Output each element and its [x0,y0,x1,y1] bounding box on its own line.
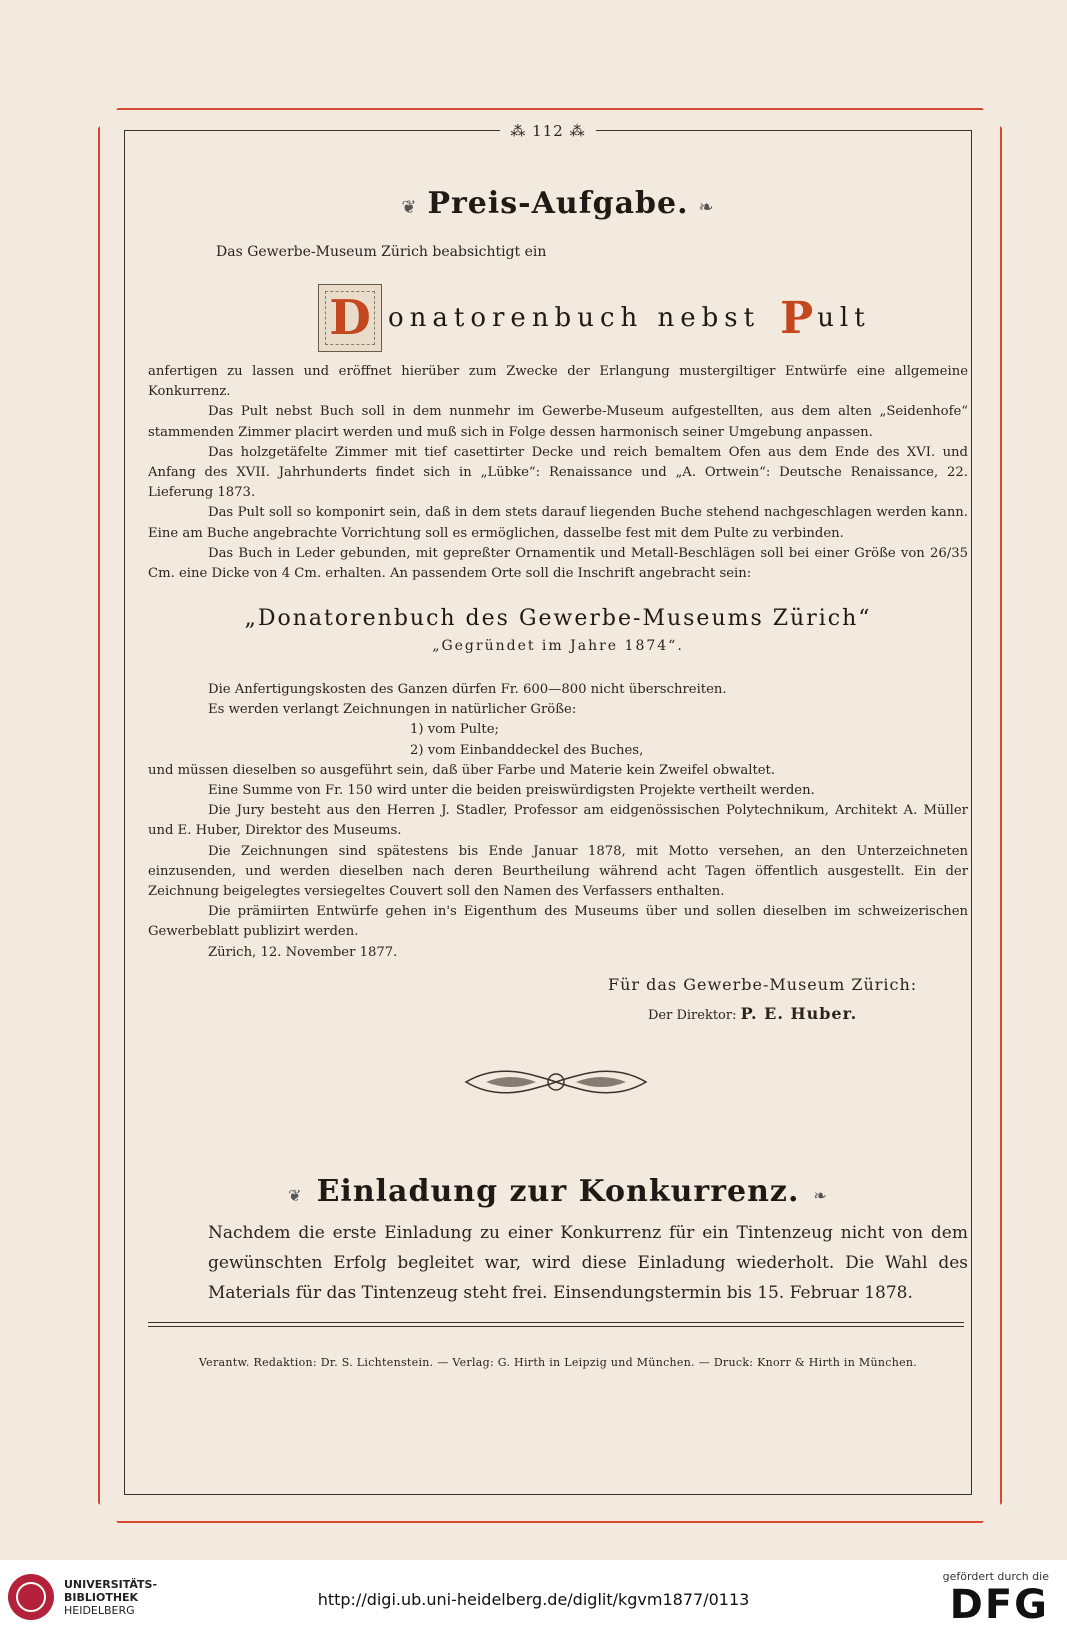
signoff-role: Der Direktor: [648,1008,737,1023]
paragraph: 1) vom Pulte; [410,722,499,738]
inscription-subquote: „Gegründet im Jahre 1874“. [432,638,684,654]
source-url-link[interactable]: http://digi.ub.uni-heidelberg.de/diglit/kgvm1877/0113 [317,1590,750,1609]
headline-p-letter: P [780,292,814,344]
paragraph: Das Pult soll so komponirt sein, daß in dem stets darauf liegenden Buche stehend nachgeschlagen werden kann. Eine am Buche angebrachte Vorrichtung soll es ermöglichen, dasselbe fest mit dem Pulte zu verbinden. [148,505,968,541]
paragraph: Das Buch in Leder gebunden, mit gepreßter Ornamentik und Metall-Beschlägen soll bei einer Größe von 26/35 Cm. eine Dicke von 4 Cm. erhalten. An passendem Orte soll die Inschrift angebracht sein: [148,545,968,582]
body-section-1 [148,362,968,584]
page-number-text: 112 [532,122,564,140]
funded-by-text: gefördert durch die [942,1570,1049,1583]
paragraph: Nachdem die erste Einladung zu einer Konkurrenz für ein Tintenzeug nicht von dem gewünschten Erfolg begleitet war, wird diese Einladung wiederholt. Die Wahl des Materials für das Tintenzeug steht frei. Einsendungstermin bis 15. Februar 1878. [208,1223,968,1303]
paragraph: Es werden verlangt Zeichnungen in natürlicher Größe: [208,702,577,718]
paragraph: Die prämiirten Entwürfe gehen in's Eigenthum des Museums über und sollen dieselben im schweizerischen Gewerbeblatt publizirt werden. [148,904,968,940]
ornament-left-icon: ❦ [401,197,418,218]
ornament-right-icon: ❧ [813,1186,828,1205]
paragraph: Die Zeichnungen sind spätestens bis Ende Januar 1878, mit Motto versehen, an den Unterzeichneten einzusenden, und werden dieselben nach deren Beurtheilung während acht Tagen öffentlich ausgestellt. Ein der Zeichnung beigelegtes versiegeltes Couvert soll den Namen des Verfassers enthalten. [148,843,968,900]
paragraph: anfertigen zu lassen und eröffnet hierüber zum Zwecke der Erlangung mustergiltiger Entwürfe eine allgemeine Konkurrenz. [148,364,968,400]
illuminated-initial [318,284,382,352]
paragraph: und müssen dieselben so ausgeführt sein, daß über Farbe und Materie kein Zweifel obwaltet. [148,762,776,778]
headline [318,288,871,348]
signoff-organization: Für das Gewerbe-Museum Zürich: [608,975,918,994]
paragraph: 2) vom Einbanddeckel des Buches, [410,742,644,758]
ornament-right-icon: ❧ [698,197,715,218]
imprint-line: Verantw. Redaktion: Dr. S. Lichtenstein. — Verlag: G. Hirth in Leipzig und München. — Druck: Knorr & Hirth in München. [198,1356,918,1369]
paragraph: Das holzgetäfelte Zimmer mit tief casettirter Decke und reich bemaltem Ofen aus dem Ende des XVI. und Anfang des XVII. Jahrhunderts findet sich in „Lübke“: Renaissance und „A. Ortwein“: Deutsche Renaissance, 22. Lieferung 1873. [148,444,968,501]
inscription-quote: „Donatorenbuch des Gewerbe-Museums Zürich“ [244,606,872,631]
ornamental-vignette-icon [456,1062,656,1102]
paragraph: Die Anfertigungskosten des Ganzen dürfen Fr. 600—800 nicht überschreiten. [208,682,727,697]
headline-middle: onatorenbuch nebst [388,303,761,333]
dfg-text: DFG [949,1582,1049,1628]
title-text: Preis-Aufgabe. [427,186,689,221]
content-column [148,0,968,1560]
body-section-2 [148,680,968,963]
headline-end: ult [817,303,871,333]
body-section-3 [208,1218,968,1308]
title2-text: Einladung zur Konkurrenz. [316,1174,800,1209]
dfg-logo[interactable] [943,1570,1049,1627]
intro-line: Das Gewerbe-Museum Zürich beabsichtigt ein [216,244,547,260]
title-einladung [148,1174,968,1209]
paragraph: Das Pult nebst Buch soll in dem nunmehr im Gewerbe-Museum aufgestellten, aus dem alten „Seidenhofe“ stammenden Zimmer placirt werden und muß sich in Folge dessen harmonisch seiner Umgebung anpassen. [148,404,968,440]
university-line: BIBLIOTHEK [64,1590,139,1604]
signoff-name: P. E. Huber. [740,1004,858,1023]
paragraph: Die Jury besteht aus den Herren J. Stadler, Professor am eidgenössischen Polytechnikum, Architekt A. Müller und E. Huber, Direktor des Museums. [148,803,968,839]
ornament-left-icon: ❦ [288,1186,303,1205]
university-line: HEIDELBERG [64,1603,135,1617]
signoff-director [648,1004,857,1023]
page-number: ⁂ 112 ⁂ [125,121,971,140]
digitization-banner [0,1560,1067,1637]
university-line: UNIVERSITÄTS- [64,1577,158,1591]
paragraph: Zürich, 12. November 1877. [208,944,398,960]
initial-letter: D [329,290,371,346]
footer-rule [148,1322,964,1323]
paragraph: Eine Summe von Fr. 150 wird unter die beiden preiswürdigsten Projekte vertheilt werden. [208,783,815,799]
footer-rule [148,1326,964,1327]
title-preis-aufgabe [148,186,968,221]
